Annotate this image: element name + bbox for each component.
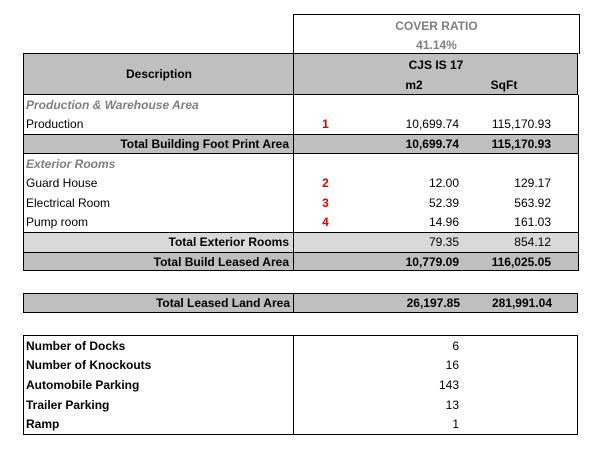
leased-land-row [23,293,578,313]
facility-label: Number of Docks [26,338,126,353]
section-title: Exterior Rooms [26,156,116,171]
total-row [23,232,578,252]
row-sqft: 161.03 [514,215,551,230]
row-number: 4 [322,215,329,230]
cover-ratio-box [293,14,580,54]
facility-row [23,375,578,395]
total-sqft: 115,170.93 [491,136,551,151]
total-label: Total Building Foot Print Area [120,136,289,151]
total-sqft: 116,025.05 [491,254,551,269]
project-header: CJS IS 17 [408,58,464,72]
m2-header: m2 [405,78,423,92]
description-header: Description [125,67,192,81]
row-name: Pump room [26,215,89,230]
row-m2: 14.96 [428,215,459,230]
table-row [23,173,578,193]
total-label: Total Leased Land Area [155,296,290,310]
row-m2: 52.39 [428,195,459,210]
facility-label: Number of Knockouts [26,358,152,373]
facility-value: 1 [452,417,459,432]
facility-value: 16 [445,358,459,373]
table-row [23,115,578,135]
row-sqft: 115,170.93 [491,117,551,132]
total-m2: 79.35 [428,235,459,250]
main-table-left-border [23,95,24,271]
section-title-row [23,95,578,115]
row-m2: 10,699.74 [405,117,459,132]
sqft-header: SqFt [490,78,518,92]
section-title-row [23,154,578,174]
total-sqft: 854.12 [514,235,551,250]
facility-value: 143 [438,377,459,392]
facility-row [23,414,578,434]
facility-row [23,336,578,356]
facility-label: Ramp [26,417,60,432]
total-label: Total Build Leased Area [153,254,289,269]
row-number: 1 [322,117,329,132]
row-number: 3 [322,195,329,210]
row-sqft: 563.92 [514,195,551,210]
row-name: Production [26,117,84,132]
row-m2: 12.00 [428,176,459,191]
total-m2: 10,699.74 [405,136,459,151]
leased-land-divider [293,294,294,312]
cover-ratio-value: 41.14% [416,38,457,52]
header-row [23,53,578,95]
row-name: Guard House [26,176,98,191]
facility-value: 6 [452,338,459,353]
row-number: 2 [322,176,329,191]
section-title: Production & Warehouse Area [26,97,199,112]
table-row [23,193,578,213]
facility-row [23,356,578,376]
total-label: Total Exterior Rooms [168,235,289,250]
total-m2: 26,197.85 [406,296,460,310]
table-row [23,213,578,233]
facility-label: Trailer Parking [26,397,110,412]
grand-total-row [23,252,578,272]
facility-value: 13 [445,397,459,412]
facility-label: Automobile Parking [26,377,140,392]
total-row [23,134,578,154]
main-table-divider [293,95,294,271]
total-m2: 10,779.09 [405,254,459,269]
main-table-right-border [578,95,579,271]
cover-ratio-label: COVER RATIO [395,19,478,33]
row-name: Electrical Room [26,195,111,210]
total-sqft: 281,991.04 [491,296,552,310]
facility-row [23,395,578,415]
row-sqft: 129.17 [514,176,551,191]
